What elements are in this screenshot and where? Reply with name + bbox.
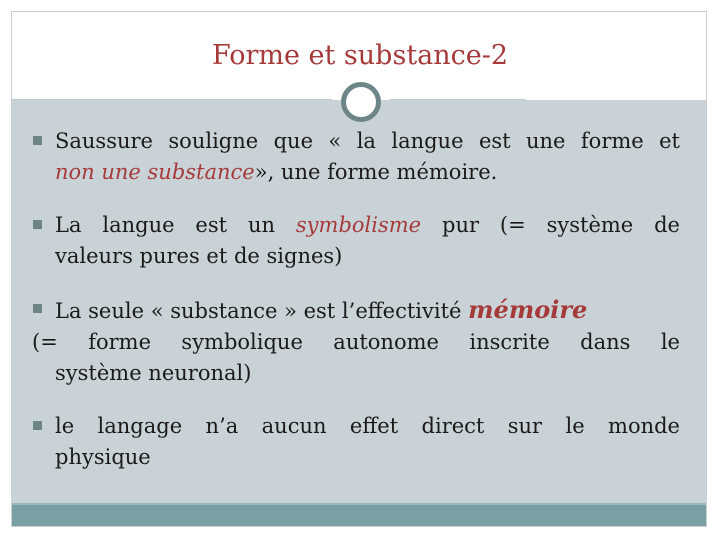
bullet-3-line-3: système neuronal) xyxy=(55,361,252,385)
separator-line-left xyxy=(12,99,332,100)
bullet-2-line-1 xyxy=(55,210,680,241)
square-bullet-icon xyxy=(33,220,42,229)
separator-line-right xyxy=(390,99,526,100)
bullet-2-line-2: valeurs pures et de signes) xyxy=(55,244,343,268)
bullet-item-1 xyxy=(55,126,680,188)
square-bullet-icon xyxy=(33,136,42,145)
square-bullet-icon xyxy=(33,421,42,430)
bullet-4-line-2: physique xyxy=(55,445,151,469)
bullet-4-line-1: le langage n’a aucun effet direct sur le monde xyxy=(55,414,680,438)
slide-title: Forme et substance-2 xyxy=(211,40,509,71)
bullet-3-line-1 xyxy=(55,294,680,327)
bullet-1-line-2-rest: », une forme mémoire. xyxy=(254,160,498,184)
emphasis-symbolisme: symbolisme xyxy=(295,213,422,237)
emphasis-memoire: mémoire xyxy=(468,295,588,324)
circle-ornament-icon xyxy=(341,82,381,122)
bullet-3-pre: La seule « substance » est l’effectivité xyxy=(55,299,462,323)
bullet-2-pre: La langue est un xyxy=(55,213,275,237)
bullet-item-4 xyxy=(55,411,680,473)
bullet-item-3 xyxy=(32,294,680,389)
bullet-item-2 xyxy=(55,210,680,272)
bullet-3-line-2: (= forme symbolique autonome inscrite dans le xyxy=(32,330,680,354)
square-bullet-icon xyxy=(33,304,42,313)
bullet-2-post: pur (= système de xyxy=(442,213,680,237)
emphasis-non-une-substance: non une substance xyxy=(55,160,255,184)
bullet-1-line-1: Saussure souligne que « la langue est une forme et xyxy=(55,129,680,153)
footer-bar xyxy=(12,505,706,526)
bullet-1-line-2 xyxy=(55,157,680,188)
bullet-list xyxy=(32,126,680,495)
